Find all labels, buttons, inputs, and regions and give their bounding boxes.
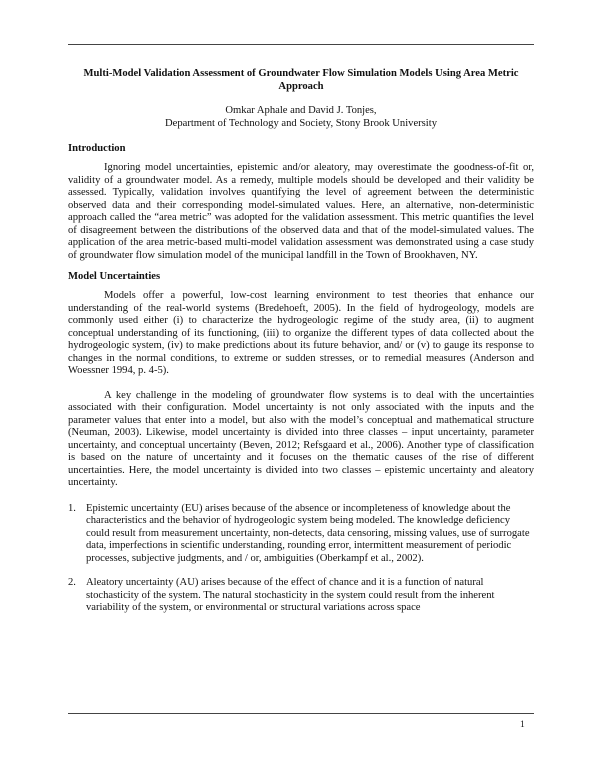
author-names: Omkar Aphale and David J. Tonjes, — [225, 105, 377, 116]
page-number: 1 — [520, 720, 525, 730]
footer-rule — [68, 713, 534, 714]
list-item-text: Epistemic uncertainty (EU) arises because of the absence or incompleteness of knowledge about the characteristics and the behavior of hydrogeologic system being modeled. The knowledge deficiency could result from measurement uncertainty, non-detects, data censoring, missing values, use of surrogate data, imperfections in scientific understanding, rounding error, intermittent measurement of periodic processes, subjective judgments, and / or, ambiguities (Oberkampf et al., 2002). — [86, 502, 530, 564]
paragraph: Models offer a powerful, low-cost learning environment to test theories that enhance our understanding of the real-world systems (Bredehoeft, 2005). In the field of hydrogeology, models are commonly used either (i) to characterize the hydrogeologic regime of the study area, (ii) to augment conceptual understanding of its functioning, (iii) to organize the different types of data collected about the hydrogeologic system, (iv) to make predictions about its future behavior, and/ or (v) to gauge its response to changes in the normal conditions, to extreme or sudden stresses, or to remedial measures (Anderson and Woessner 1994, p. 4-5). — [68, 290, 534, 376]
paragraph: Ignoring model uncertainties, epistemic and/or aleatory, may overestimate the goodness-of-fit or, validity of a groundwater model. As a remedy, multiple models should be developed and their validity be assessed. Typically, validation involves quantifying the level of agreement between the deterministic observed data and their corresponding model-simulated values. Here, an alternative, non-deterministic approach called the “area metric” was adopted for the validation assessment. This metric quantifies the level of disagreement between the distributions of the observed data and that of the model-simulated values. The application of the area metric-based multi-model validation assessment was demonstrated using a case study of groundwater flow simulation model of the municipal landfill in the Town of Brookhaven, NY. — [68, 162, 534, 261]
section-heading: Model Uncertainties — [68, 271, 161, 282]
author-block — [68, 104, 534, 130]
page-content — [68, 67, 534, 615]
paper-title: Multi-Model Validation Assessment of Groundwater Flow Simulation Models Using Area Metric Approach — [83, 68, 519, 92]
section-heading: Introduction — [68, 143, 126, 154]
section-introduction — [68, 142, 534, 262]
section-model-uncertainties — [68, 270, 534, 615]
list-item-number: 2. — [68, 577, 76, 588]
list-item — [68, 577, 534, 615]
list-item — [68, 503, 534, 566]
uncertainty-list — [68, 503, 534, 615]
paragraph: A key challenge in the modeling of groundwater flow systems is to deal with the uncertainties associated with their configuration. Model uncertainty is not only associated with the inputs and the parameter values that enter into a model, but also with the model’s conceptual and mathematical structure (Neuman, 2003). Likewise, model uncertainty is divided into three classes – input uncertainty, parameter uncertainty, and conceptual uncertainty (Beven, 2012; Refsgaard et al., 2006). Another type of classification is based on the nature of uncertainty and it focuses on the thematic causes of the rise of different uncertainties. Here, the model uncertainty is divided into two classes – epistemic uncertainty and aleatory uncertainty. — [68, 389, 534, 488]
author-affiliation: Department of Technology and Society, Stony Brook University — [164, 118, 437, 129]
list-item-number: 1. — [68, 502, 76, 514]
list-item-text: Aleatory uncertainty (AU) arises because of the effect of chance and it is a function of natural stochasticity of the system. The natural stochasticity in the system could result from the inherent variability of the system, or environmental or structural variations across space — [86, 577, 495, 613]
header-rule — [68, 44, 534, 45]
